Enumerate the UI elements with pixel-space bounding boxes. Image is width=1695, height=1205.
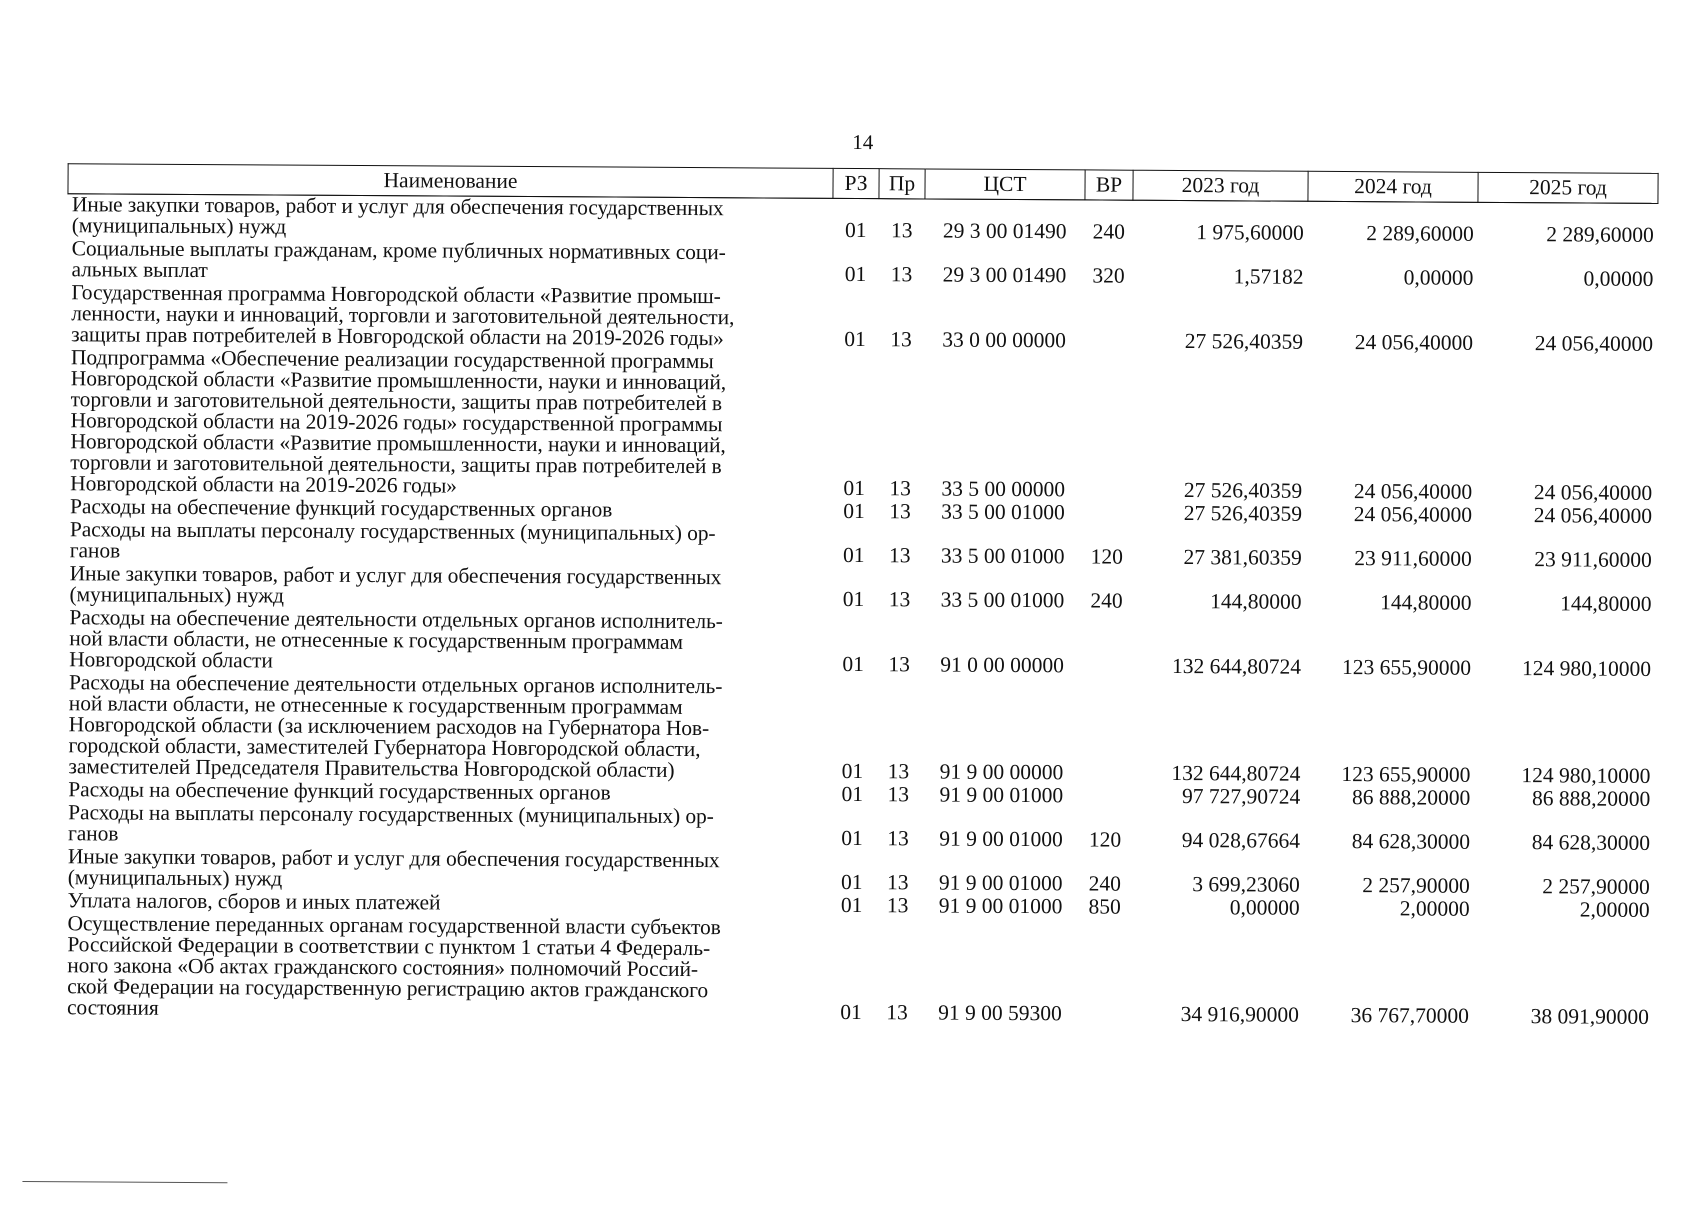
row-2025: 0,00000 bbox=[1583, 266, 1654, 291]
row-vr: 320 bbox=[1092, 263, 1125, 288]
row-2024: 24 056,40000 bbox=[1353, 479, 1473, 504]
row-2024: 123 655,90000 bbox=[1341, 762, 1471, 787]
row-vr bbox=[1083, 353, 1132, 502]
row-rz: 01 bbox=[844, 261, 867, 287]
row-2023: 3 699,23060 bbox=[1192, 872, 1300, 897]
row-rz: 01 bbox=[842, 586, 865, 612]
row-vr bbox=[1081, 678, 1130, 785]
row-name: Иные закупки товаров, работ и услуг для обеспечения государственных (муниципальных) нужд bbox=[67, 844, 720, 891]
row-rz: 01 bbox=[840, 869, 863, 895]
header-vr: ВР bbox=[1085, 170, 1133, 200]
row-pr: 13 bbox=[890, 262, 913, 287]
table-body bbox=[63, 194, 1658, 1030]
row-2023: 27 526,40359 bbox=[1184, 329, 1304, 354]
row-rz: 01 bbox=[840, 892, 863, 918]
row-pr: 13 bbox=[890, 218, 913, 243]
row-pr: 13 bbox=[886, 870, 909, 895]
row-name: Подпрограмма «Обеспечение реализации государственной программы Новгородской области «Развитие промышленности, науки и инноваций, торговли и заготовительной деятельности, защиты прав потребителей в Новгородской области на 2019-2026 годы» государственной программы Новгородской области «Развитие промышленности, науки и инноваций, торговли и заготовительной деятельности, защиты прав потребителей в Новгородской области на 2019-2026 годы» bbox=[70, 345, 727, 498]
row-pr: 13 bbox=[886, 893, 909, 918]
row-2024: 2 289,60000 bbox=[1366, 221, 1474, 246]
row-2025: 2 257,90000 bbox=[1542, 874, 1650, 899]
row-vr: 120 bbox=[1088, 827, 1122, 852]
row-vr bbox=[1084, 288, 1132, 353]
row-rz: 01 bbox=[841, 781, 864, 807]
row-name: Осуществление переданных органам государственной власти субъектов Российской Федерации в соответствии с пунктом 1 статьи 4 Федераль- ного закона «Об актах гражданского состояния» полномочий Россий- ской Федерации на государственную регистрацию актов гражданского состояния bbox=[66, 911, 721, 1020]
row-name: Расходы на обеспечение функций государственных органов bbox=[68, 777, 611, 805]
row-name: Иные закупки товаров, работ и услуг для обеспечения государственных (муниципальных) нужд bbox=[69, 561, 722, 608]
row-rz: 01 bbox=[844, 326, 866, 352]
row-2025: 23 911,60000 bbox=[1534, 547, 1652, 572]
row-rz: 01 bbox=[841, 758, 864, 784]
row-2025: 24 056,40000 bbox=[1533, 480, 1653, 505]
row-2024: 123 655,90000 bbox=[1342, 655, 1472, 680]
row-2023: 132 644,80724 bbox=[1171, 760, 1301, 786]
row-vr: 240 bbox=[1092, 219, 1125, 244]
row-name: Государственная программа Новгородской области «Развитие промыш- ленности, науки и инноваций, торговли и заготовительной деятельности, защиты прав потребителей в Новгородской области на 2019-2026 годы» bbox=[71, 280, 735, 351]
table-row bbox=[66, 347, 1657, 506]
row-2025: 124 980,10000 bbox=[1522, 656, 1652, 681]
row-name: Расходы на выплаты персоналу государственных (муниципальных) ор- ганов bbox=[67, 800, 714, 846]
row-vr: 240 bbox=[1088, 871, 1121, 896]
header-2024: 2024 год bbox=[1308, 171, 1478, 202]
row-2024: 0,00000 bbox=[1403, 265, 1474, 290]
row-2025: 38 091,90000 bbox=[1530, 1004, 1650, 1029]
row-cst: 91 0 00 00000 bbox=[940, 652, 1064, 678]
row-2025: 24 056,40000 bbox=[1533, 503, 1653, 528]
row-cst: 29 3 00 01490 bbox=[942, 262, 1067, 288]
row-2023: 97 727,90724 bbox=[1181, 784, 1301, 809]
row-name: Расходы на выплаты персоналу государственных (муниципальных) ор- ганов bbox=[69, 517, 716, 563]
row-2024: 86 888,20000 bbox=[1351, 785, 1471, 810]
row-pr: 13 bbox=[888, 543, 911, 568]
row-pr: 13 bbox=[889, 476, 912, 501]
row-name: Расходы на обеспечение деятельности отдельных органов исполнитель- ной власти области, не отнесенные к государственным программам Новгородской области (за исключением расходов на Губернатора Нов- городской области, заместителей Губернатора Новгородской области, заместителей Председателя Правительства Новгородской области) bbox=[68, 670, 723, 782]
row-cst: 91 9 00 01000 bbox=[938, 870, 1063, 896]
header-cst: ЦСТ bbox=[925, 169, 1085, 200]
row-cst: 91 9 00 01000 bbox=[938, 893, 1063, 919]
row-2025: 24 056,40000 bbox=[1534, 331, 1654, 356]
row-2025: 2,00000 bbox=[1579, 897, 1650, 922]
row-vr: 240 bbox=[1090, 588, 1123, 613]
row-2023: 27 526,40359 bbox=[1183, 478, 1303, 503]
row-2024: 2,00000 bbox=[1399, 896, 1470, 921]
row-rz: 01 bbox=[842, 651, 864, 677]
header-rz: РЗ bbox=[833, 168, 879, 198]
row-2023: 144,80000 bbox=[1210, 589, 1302, 614]
row-cst: 33 5 00 01000 bbox=[941, 499, 1065, 525]
row-2023: 34 916,90000 bbox=[1180, 1002, 1300, 1027]
row-rz: 01 bbox=[844, 217, 867, 243]
row-cst: 33 5 00 01000 bbox=[940, 543, 1065, 569]
row-2024: 36 767,70000 bbox=[1350, 1003, 1470, 1028]
row-2025: 2 289,60000 bbox=[1546, 222, 1654, 247]
header-2023: 2023 год bbox=[1133, 170, 1308, 201]
row-vr bbox=[1083, 502, 1131, 525]
row-pr: 13 bbox=[890, 327, 912, 352]
row-2023: 1,57182 bbox=[1233, 264, 1304, 289]
row-cst: 29 3 00 01490 bbox=[942, 218, 1067, 244]
row-cst: 91 9 00 59300 bbox=[938, 1000, 1062, 1026]
row-2024: 24 056,40000 bbox=[1354, 330, 1474, 355]
row-2025: 124 980,10000 bbox=[1521, 763, 1651, 788]
row-cst: 91 9 00 01000 bbox=[939, 782, 1064, 808]
row-name: Расходы на обеспечение функций государственных органов bbox=[69, 494, 613, 522]
row-2024: 2 257,90000 bbox=[1362, 873, 1470, 898]
row-pr: 13 bbox=[889, 499, 911, 524]
row-name: Расходы на обеспечение деятельности отдельных органов исполнитель- ной власти области, не отнесенные к государственным программам Новгородской области bbox=[69, 605, 723, 673]
row-pr: 13 bbox=[888, 652, 910, 677]
row-cst: 33 5 00 00000 bbox=[941, 476, 1066, 502]
row-2024: 84 628,30000 bbox=[1351, 829, 1471, 854]
row-name: Социальные выплаты гражданам, кроме публичных нормативных соци- альных выплат bbox=[71, 236, 726, 283]
row-pr: 13 bbox=[887, 782, 910, 807]
row-vr bbox=[1082, 613, 1130, 678]
row-rz: 01 bbox=[843, 475, 866, 501]
header-pr: Пр bbox=[879, 169, 925, 199]
row-vr: 120 bbox=[1090, 544, 1123, 569]
row-cst: 91 9 00 00000 bbox=[939, 759, 1064, 785]
row-cst: 91 9 00 01000 bbox=[939, 826, 1063, 852]
row-rz: 01 bbox=[840, 999, 862, 1025]
row-pr: 13 bbox=[886, 1000, 908, 1025]
table-row bbox=[64, 672, 1655, 789]
row-2024: 144,80000 bbox=[1380, 590, 1472, 615]
budget-table bbox=[62, 163, 1658, 1030]
header-name: Наименование bbox=[68, 164, 833, 199]
row-rz: 01 bbox=[841, 825, 863, 851]
table-row bbox=[63, 913, 1654, 1030]
row-vr bbox=[1081, 785, 1129, 808]
row-2024: 23 911,60000 bbox=[1354, 546, 1472, 571]
row-rz: 01 bbox=[842, 542, 865, 568]
row-2023: 27 526,40359 bbox=[1183, 501, 1303, 526]
header-2025: 2025 год bbox=[1478, 172, 1658, 203]
row-vr bbox=[1080, 919, 1129, 1026]
row-vr: 850 bbox=[1088, 894, 1121, 919]
row-name: Иные закупки товаров, работ и услуг для обеспечения государственных (муниципальных) нужд bbox=[71, 192, 724, 239]
row-pr: 13 bbox=[887, 759, 910, 784]
row-2025: 144,80000 bbox=[1560, 591, 1652, 616]
footer-rule bbox=[22, 1181, 227, 1183]
page-number: 14 bbox=[852, 130, 874, 155]
row-2023: 27 381,60359 bbox=[1183, 545, 1302, 570]
row-cst: 33 0 00 00000 bbox=[942, 327, 1066, 353]
row-name: Уплата налогов, сборов и иных платежей bbox=[67, 888, 441, 915]
row-2023: 94 028,67664 bbox=[1181, 828, 1301, 853]
row-2024: 24 056,40000 bbox=[1353, 502, 1473, 527]
row-rz: 01 bbox=[843, 498, 865, 524]
row-pr: 13 bbox=[887, 826, 909, 851]
row-2023: 132 644,80724 bbox=[1172, 653, 1302, 679]
row-2023: 1 975,60000 bbox=[1196, 220, 1304, 245]
row-cst: 33 5 00 01000 bbox=[940, 587, 1065, 613]
row-pr: 13 bbox=[888, 587, 911, 612]
row-2023: 0,00000 bbox=[1229, 895, 1300, 920]
row-2025: 84 628,30000 bbox=[1531, 830, 1651, 855]
row-2025: 86 888,20000 bbox=[1531, 786, 1651, 811]
